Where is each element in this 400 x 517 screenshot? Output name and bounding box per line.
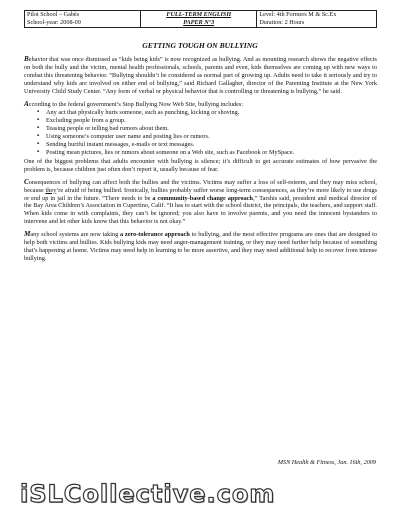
paragraph-text: onsequences of bullying can affect both the bullies and the victims. Victims may suffer a loss of self-esteem, and they may miss school, because [24, 178, 377, 194]
header-exam-cell [141, 11, 257, 28]
paragraph-text: ,” Tarshis said, president and medical director of the Bay Area Children’s Association in Cupertino, Calif. “It has to start with the school district, the principals, the teachers, and support staff. When kids come in with complaints, they can’t be ignored; you also have to involve parents, and you need the innocent bystanders to intervene and let other kids know that this behavior is not okay.” [24, 194, 378, 226]
dropcap: M [24, 230, 31, 239]
watermark-logo: iSLCollective.com [20, 480, 276, 508]
list-item: ▪ Posting mean pictures, lies or rumors about someone on a Web site, such as Facebook or MySpace. [46, 149, 377, 157]
list-item: ▪ Teasing people or telling bad rumors about them. [46, 125, 377, 133]
bold-phrase: a zero-tolerance approach [119, 231, 190, 239]
paragraph-text: ehavior that was once dismissed as “kids being kids” is now recognized as bullying. And as mounting research shows the negative effects on both the bully and the victim, mental health professionals, schools, parents and even, kids themselves are coming up with new ways to combat this threatening behavior. “Bullying shouldn’t be considered as normal part of growing up. Adults need to take it seriously and try to understand why kids are involved on either end of bullying,” said Richard Gallagher, director of the Parenting Institute at the New York University Child Study Center. “Any form of verbal or physical behavior that is controlling or threatening is bullying,” he said. [24, 56, 377, 95]
bullying-list [24, 109, 377, 156]
dropcap: A [24, 99, 29, 108]
dropcap: C [24, 177, 29, 186]
school-year: School-year: 2008-09 [27, 19, 81, 26]
paragraph-5 [24, 231, 377, 263]
article-body [24, 56, 377, 268]
exam-title: FULL-TERM ENGLISH [166, 11, 232, 18]
paper-number: PAPER N°3 [183, 19, 215, 26]
header-school-cell [25, 11, 141, 28]
duration: Duration: 2 Hours [259, 19, 305, 26]
article-source: MSN Health & Fitness, Jan. 16th, 2009 [277, 459, 376, 466]
list-item: ▪ Excluding people from a group. [46, 117, 377, 125]
paragraph-1 [24, 56, 377, 96]
paragraph-text: any school systems are now taking [30, 231, 120, 239]
paragraph-2 [24, 101, 377, 109]
list-item: ▪ Using someone’s computer user name and posting lies or rumors. [46, 133, 377, 141]
paragraph-text: ccording to the federal government’s Stop Bullying Now Web Site, bullying includes: [28, 100, 244, 108]
article-title: GETTING TOUGH ON BULLYING [142, 41, 258, 50]
paragraph-4 [24, 179, 377, 226]
bold-phrase: a community-based change approach [152, 194, 253, 202]
dropcap: B [24, 55, 29, 63]
paragraph-text: to bullying, and the most effective programs are ones that are designed to help both victims and bullies. Kids bullying kids may need anger-management training, or they may need further help because of something that’s happening at home. Victims may need help in learning to be more assertive, and they may need additional help to recover from intense bullying. [24, 231, 377, 262]
header-level-cell [257, 11, 377, 28]
underlined-word: they [45, 186, 57, 194]
paragraph-3: One of the biggest problems that adults encounter with bullying is silence; it’s difficult to get accurate estimates of how pervasive the problem is, because children just often don’t report it, usually because of fear. [24, 157, 377, 173]
header-table [24, 10, 377, 28]
level: Level: 4th Formers M & Sc.Ex [259, 11, 337, 18]
list-item: ▪ Sending hurtful instant messages, e-mails or text messages. [46, 141, 377, 149]
list-item: ▪ Any act that physically hurts someone, such as punching, kicking or shoving. [46, 109, 377, 117]
school-name: Pilot School – Gabès [27, 11, 80, 18]
paragraph-text: ’re afraid of being bullied. Ironically, bullies probably suffer worse long-term consequences, as they’re more likely to use drugs or end up in jail in the future. “There needs to be [24, 186, 378, 202]
